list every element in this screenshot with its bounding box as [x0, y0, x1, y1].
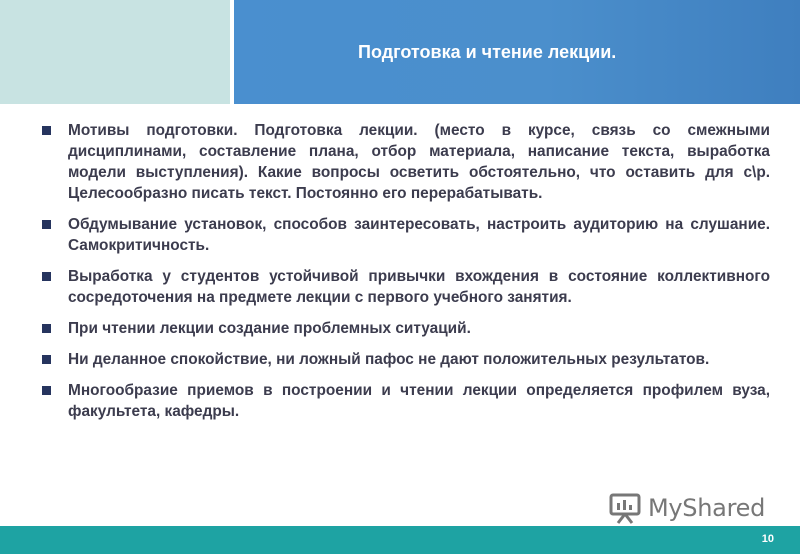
square-bullet-icon	[42, 126, 51, 135]
list-item	[40, 214, 770, 256]
list-item-text: Выработка у студентов устойчивой привычки вхождения в состояние коллективного сосредоточения на предмете лекции с первого учебного занятия.	[68, 268, 770, 306]
header-left-panel	[0, 0, 230, 104]
page-number: 10	[761, 533, 774, 545]
watermark-text: MyShared	[648, 494, 766, 522]
presentation-board-icon	[608, 491, 642, 525]
slide-title: Подготовка и чтение лекции.	[358, 42, 617, 62]
list-item	[40, 266, 770, 308]
square-bullet-icon	[42, 324, 51, 333]
footer-bar	[0, 526, 800, 554]
square-bullet-icon	[42, 355, 51, 364]
list-item-text: Ни деланное спокойствие, ни ложный пафос не дают положительных результатов.	[68, 351, 710, 368]
list-item	[40, 318, 770, 339]
square-bullet-icon	[42, 386, 51, 395]
square-bullet-icon	[42, 220, 51, 229]
list-item-text: При чтении лекции создание проблемных ситуаций.	[68, 320, 471, 337]
list-item-text: Многообразие приемов в построении и чтении лекции определяется профилем вуза, факультета, кафедры.	[68, 382, 770, 420]
bullet-list	[40, 120, 770, 432]
list-item-text: Обдумывание установок, способов заинтересовать, настроить аудиторию на слушание. Самокритичность.	[68, 216, 770, 254]
myshared-watermark[interactable]	[608, 490, 765, 526]
list-item-text: Мотивы подготовки. Подготовка лекции. (место в курсе, связь со смежными дисциплинами, составление плана, отбор материала, написание текста, выработка модели выступления). Какие вопросы осветить обстоятельно, что оставить для с\р. Целесообразно писать текст. Постоянно его перерабатывать.	[68, 122, 770, 202]
list-item	[40, 120, 770, 204]
list-item	[40, 380, 770, 422]
square-bullet-icon	[42, 272, 51, 281]
list-item	[40, 349, 770, 370]
